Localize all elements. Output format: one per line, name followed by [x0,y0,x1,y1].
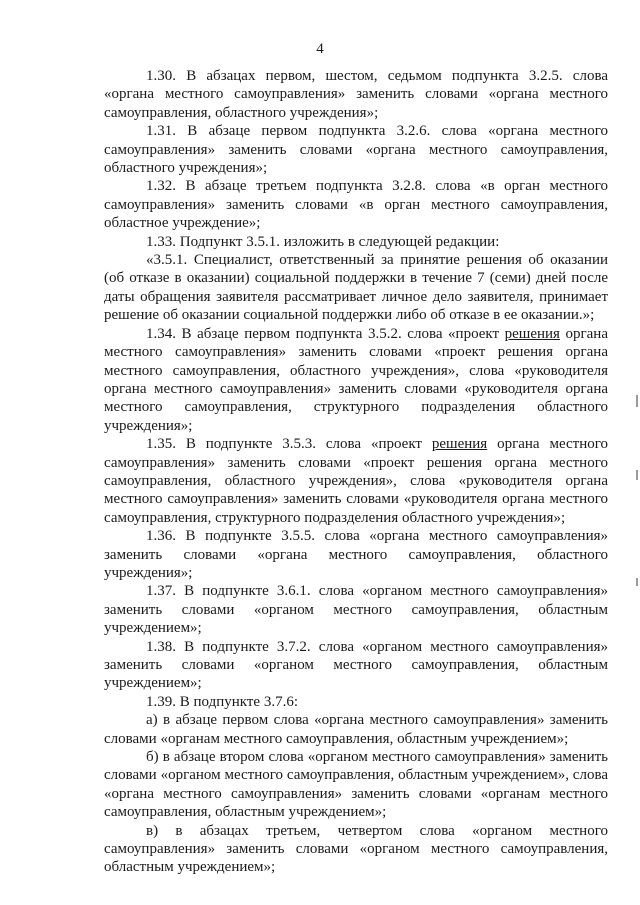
paragraph-1-33: 1.33. Подпункт 3.5.1. изложить в следующей редакции: [146,233,500,250]
paragraph-1-31: 1.31. В абзаце первом подпункта 3.2.6. слова «органа местного самоуправления» заменить словами «органа местного самоуправления, областного учреждения»; [104,123,608,177]
page-number: 4 [316,41,324,57]
underlined-word: решения [431,436,488,453]
paragraph-1-39: 1.39. В подпункте 3.7.6: [146,693,299,710]
paragraph-1-30: 1.30. В абзацах первом, шестом, седьмом подпункта 3.2.5. слова «органа местного самоуправления» заменить словами «органа местного самоуправления, областного учреждения»; [104,68,608,121]
paragraph-1-37: 1.37. В подпункте 3.6.1. слова «органом местного самоуправления» заменить словами «органом местного самоуправления, областным учреждением»; [104,583,608,637]
scan-margin-mark [636,470,638,480]
document-body [104,67,608,877]
paragraph-1-35 [104,435,608,527]
paragraph-1-34 [104,325,608,435]
paragraph-1-35-part-2: органа местного самоуправления» заменить словами «проект решения органа местного самоуправления, областного учреждения», слова «руководителя органа местного самоуправления» заменить словами «руководителя органа местного самоуправления, структурного подразделения областного учреждения»; [104,436,608,526]
paragraph-1-36: 1.36. В подпункте 3.5.5. слова «органа местного самоуправления» заменить словами «органа местного самоуправления, областного учреждения»; [104,528,608,581]
paragraph-1-34-part-1: 1.34. В абзаце первом подпункта 3.5.2. слова «проект [146,325,505,342]
paragraph-1-39-a: а) в абзаце первом слова «органа местного самоуправления» заменить словами «органам местного самоуправления, областным учреждением»; [104,712,608,747]
paragraph-1-32: 1.32. В абзаце третьем подпункта 3.2.8. слова «в орган местного самоуправления» заменить словами «в орган местного самоуправления, областное учреждение»; [104,178,608,232]
paragraph-1-38: 1.38. В подпункте 3.7.2. слова «органом местного самоуправления» заменить словами «органом местного самоуправления, областным учреждением»; [104,638,608,692]
paragraph-1-34-part-2: органа местного самоуправления» заменить словами «проект решения органа местного самоуправления, областного учреждения», слова «руководителя органа местного самоуправления» заменить словами «руководителя органа местного самоуправления, структурного подразделения областного учреждения»; [104,325,608,434]
underlined-word: решения [504,325,560,342]
paragraph-1-39-b: б) в абзаце втором слова «органом местного самоуправления» заменить словами «органом местного самоуправления, областным учреждением», слова «органа местного самоуправления» заменить словами «органам местного самоуправления, областным учреждением»; [104,749,608,821]
paragraph-1-35-part-1: 1.35. В подпункте 3.5.3. слова «проект [146,436,432,453]
paragraph-1-39-v: в) в абзацах третьем, четвертом слова «органом местного самоуправления» заменить словами «органом местного самоуправления, областным учреждением»; [104,822,608,876]
paragraph-3-5-1-quote: «3.5.1. Специалист, ответственный за принятие решения об оказании (об отказе в оказании) социальной поддержки в течение 7 (семи) дней после даты обращения заявителя рассматривает личное дело заявителя, принимает решение об оказании социальной поддержки либо об отказе в ее оказании.»; [104,252,608,324]
scan-margin-mark [636,578,638,586]
scan-margin-mark [636,395,638,407]
